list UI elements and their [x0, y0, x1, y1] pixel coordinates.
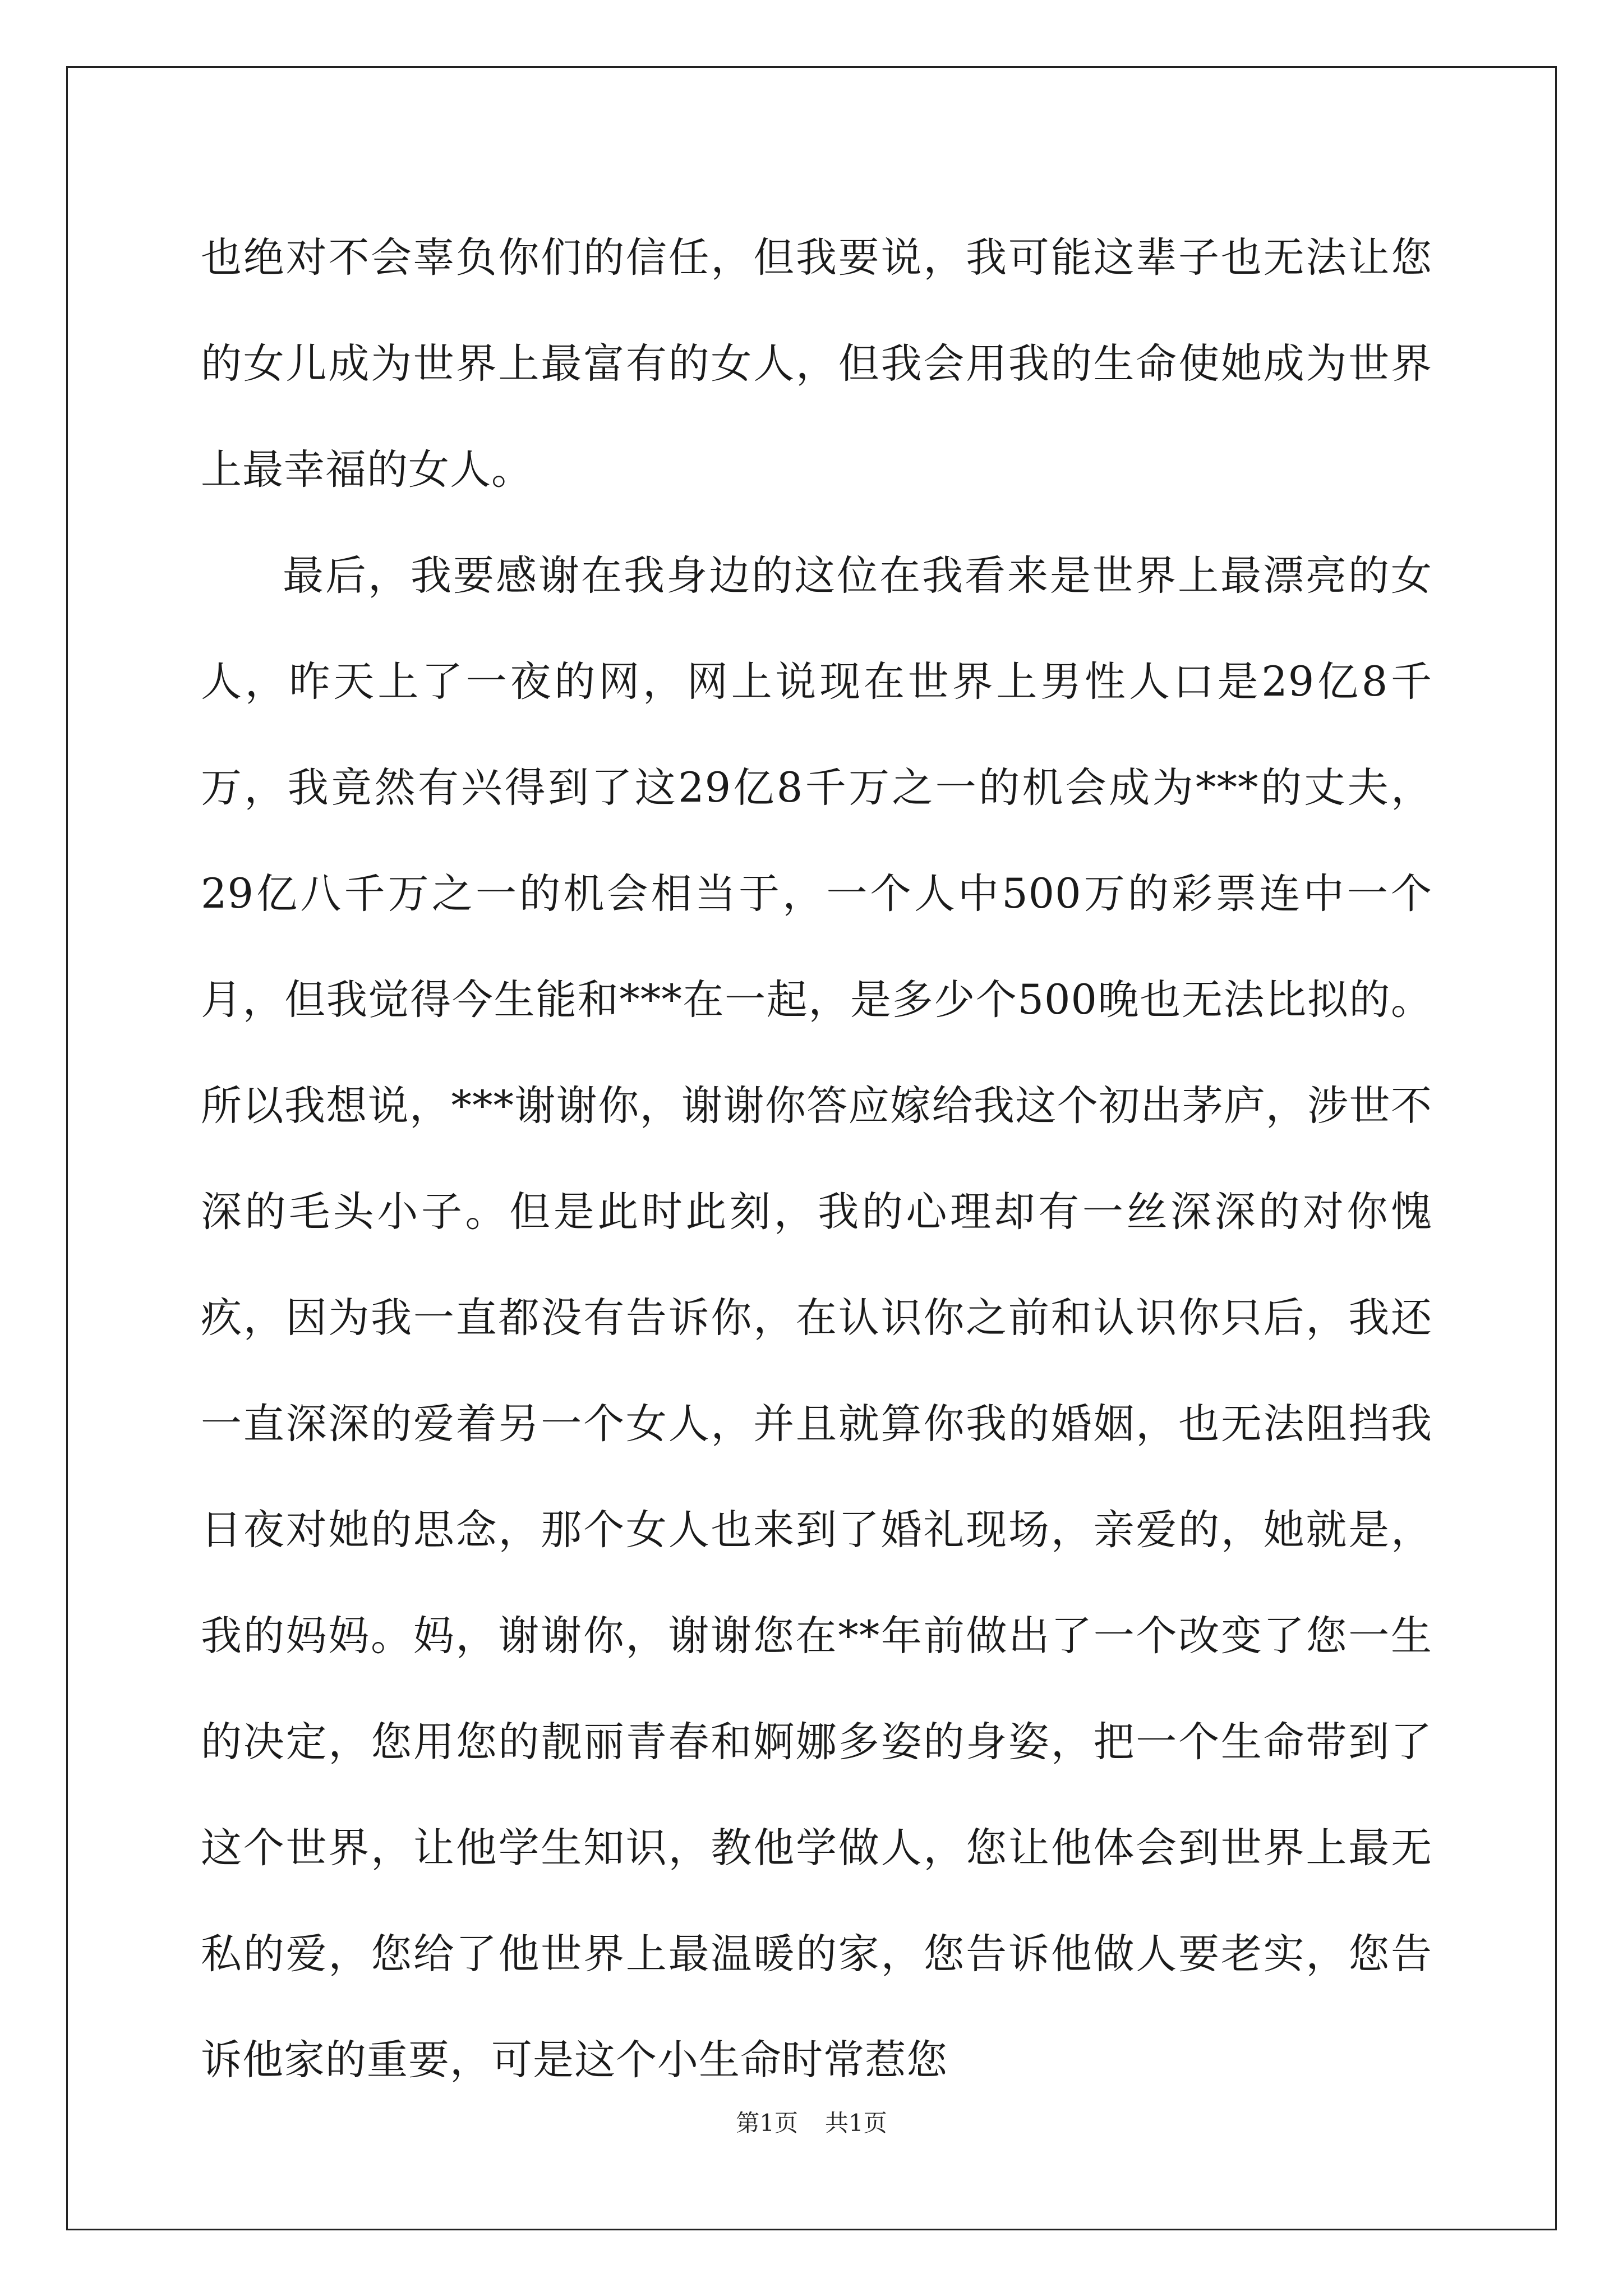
paragraph-continuation: 也绝对不会辜负你们的信任，但我要说，我可能这辈子也无法让您的女儿成为世界上最富有的女人，但我会用我的生命使她成为世界上最幸福的女人。	[201, 234, 1432, 494]
paragraph-thanks: 最后，我要感谢在我身边的这位在我看来是世界上最漂亮的女人，昨天上了一夜的网，网上说现在世界上男性人口是29亿8千万，我竟然有兴得到了这29亿8千万之一的机会成为***的丈夫，29亿八千万之一的机会相当于，一个人中500万的彩票连中一个月，但我觉得今生能和***在一起，是多少个500晚也无法比拟的。所以我想说，***谢谢你，谢谢你答应嫁给我这个初出茅庐，涉世不深的毛头小子。但是此时此刻，我的心理却有一丝深深的对你愧疚，因为我一直都没有告诉你，在认识你之前和认识你只后，我还一直深深的爱着另一个女人，并且就算你我的婚姻，也无法阻挡我日夜对她的思念，那个女人也来到了婚礼现场，亲爱的，她就是，我的妈妈。妈，谢谢你，谢谢您在**年前做出了一个改变了您一生的决定，您用您的靓丽青春和婀娜多姿的身姿，把一个生命带到了这个世界，让他学生知识，教他学做人，您让他体会到世界上最无私的爱，您给了他世界上最温暖的家，您告诉他做人要老实，您告诉他家的重要，可是这个小生命时常惹您	[201, 552, 1432, 2084]
page-footer	[0, 2106, 1623, 2140]
page-total: 共1页	[825, 2109, 887, 2137]
document-body	[201, 205, 1432, 2113]
page-number: 第1页	[736, 2109, 798, 2137]
